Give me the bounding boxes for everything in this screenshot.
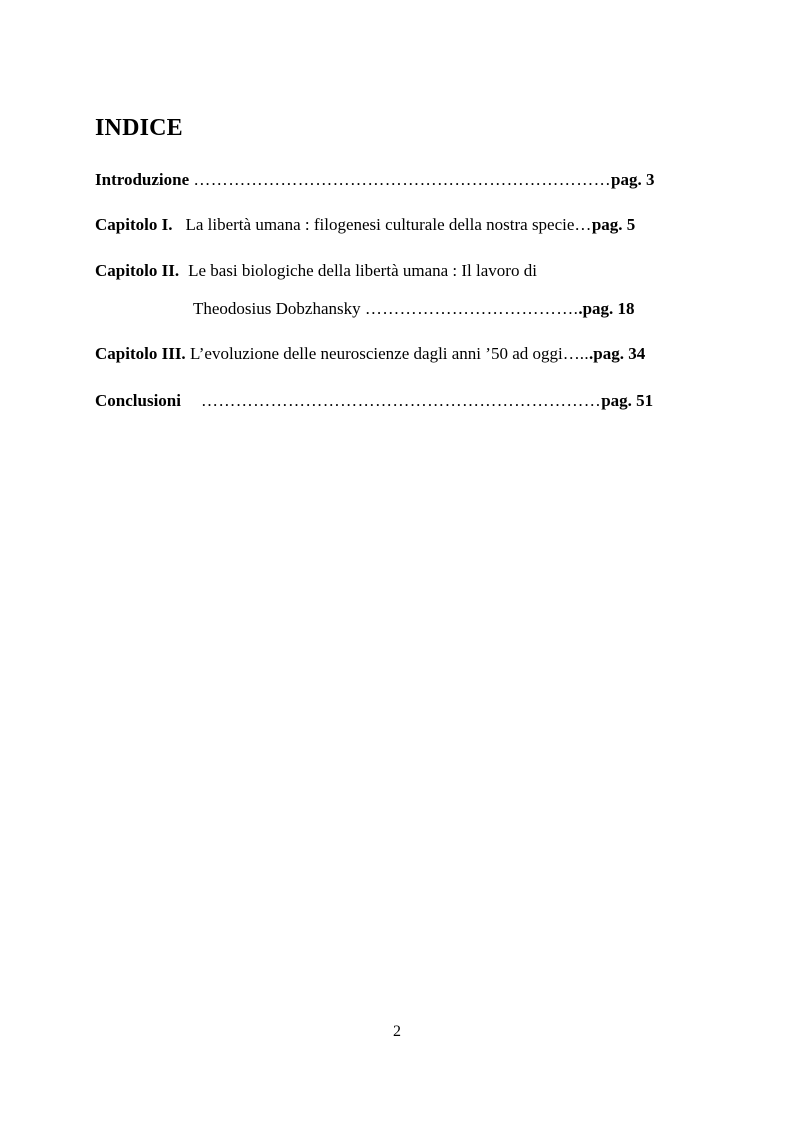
toc-entry-capitolo-1 [95, 214, 635, 236]
toc-entry-label: Capitolo III. [95, 344, 186, 363]
toc-entry-dots: … [574, 215, 592, 234]
toc-entry-capitolo-2 [95, 260, 537, 282]
toc-entry-capitolo-2-continuation [193, 298, 635, 320]
toc-entry-page: .pag. 18 [578, 299, 635, 318]
page-number: 2 [393, 1023, 401, 1040]
toc-entry-page: pag. 51 [601, 391, 654, 410]
toc-entry-capitolo-3 [95, 343, 645, 365]
toc-entry-text: L’evoluzione delle neuroscienze dagli anni ’50 ad oggi… [189, 344, 580, 363]
toc-entry-page: pag. 3 [611, 170, 655, 189]
toc-entry-dots: ……………………………………………………………… [193, 170, 612, 189]
toc-entry-label: Conclusioni [95, 391, 181, 410]
toc-entry-introduzione [95, 169, 654, 191]
toc-entry-text: Le basi biologiche della libertà umana : Il lavoro di [188, 261, 537, 280]
toc-entry-page: .pag. 34 [589, 344, 646, 363]
toc-entry-label: Capitolo I. [95, 215, 173, 234]
toc-entry-text: La libertà umana : filogenesi culturale della nostra specie [185, 215, 575, 234]
toc-entry-page: pag. 5 [591, 215, 636, 234]
toc-entry-dots: ………………………………. [364, 299, 579, 318]
index-title: INDICE [95, 115, 183, 141]
toc-entry-dots: …………………………………………………………… [200, 391, 602, 410]
toc-entry-dots: .. [579, 344, 590, 363]
toc-entry-label: Introduzione [95, 170, 190, 189]
toc-entry-label: Capitolo II. [95, 261, 180, 280]
toc-entry-continuation: Theodosius Dobzhansky [193, 299, 361, 318]
toc-entry-conclusioni [95, 390, 653, 412]
